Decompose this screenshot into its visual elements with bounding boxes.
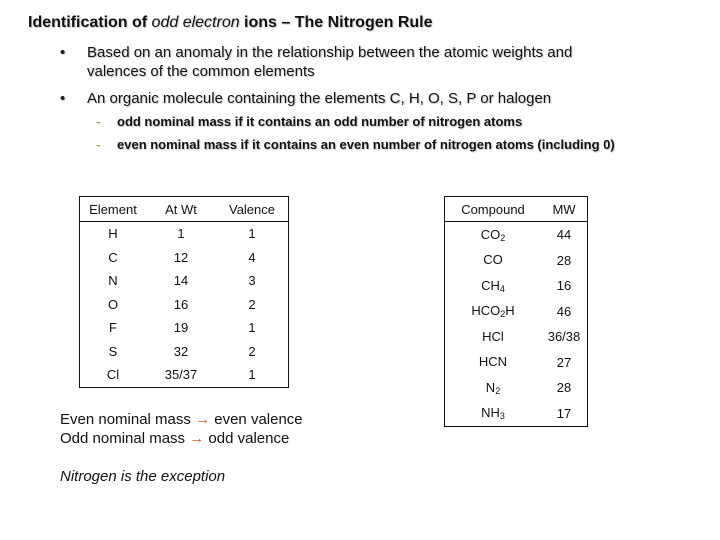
table-row: [80, 340, 289, 364]
formula-subscript: 4: [499, 283, 505, 294]
table-row: [445, 299, 588, 325]
table-cell: 35/37: [146, 363, 216, 387]
formula-part: HCO: [471, 303, 501, 319]
compound-formula: [445, 222, 542, 248]
molecular-weight: 36/38: [541, 324, 588, 350]
note-exception: Nitrogen is the exception: [60, 468, 226, 485]
table-cell: 1: [216, 222, 289, 246]
formula-subscript: 2: [500, 309, 506, 320]
table-row: [445, 222, 588, 248]
compound-formula: [445, 248, 542, 274]
table-row: [445, 248, 588, 274]
table-cell: N: [80, 269, 147, 293]
compound-formula: [445, 273, 542, 299]
table-row: [80, 269, 289, 293]
table-cell: 2: [216, 340, 289, 364]
compound-formula: [445, 401, 542, 427]
table-cell: F: [80, 316, 147, 340]
right-arrow-icon: →: [195, 411, 211, 428]
molecular-weight: 28: [541, 248, 588, 274]
table-cell: C: [80, 246, 147, 270]
table-cell: 1: [177, 226, 185, 242]
compound-formula: [445, 350, 542, 376]
table-cell: O: [80, 293, 147, 317]
formula-part: NH: [481, 405, 500, 421]
table-cell: 1: [216, 363, 289, 387]
table-cell: 4: [216, 246, 289, 270]
formula-subscript: 3: [499, 411, 505, 422]
bullet-marker: •: [60, 90, 66, 107]
column-header: MW: [541, 197, 588, 222]
note-odd-mass: [60, 430, 289, 447]
table-cell: 3: [216, 269, 289, 293]
slide-title: [28, 14, 433, 32]
table-header-row: [445, 197, 588, 222]
formula-part: CO: [480, 226, 501, 242]
compound-formula: [445, 299, 542, 325]
table-row: [445, 401, 588, 427]
table-cell: 14: [173, 273, 189, 289]
note-left: Odd nominal mass: [60, 430, 186, 447]
title-italic: odd electron: [151, 14, 240, 31]
sub-bullet-marker: -: [96, 137, 101, 152]
compound-formula: [445, 375, 542, 401]
table-row: [80, 222, 289, 246]
table-cell: H: [80, 222, 147, 246]
formula-part: HCl: [482, 328, 504, 344]
table-row: [445, 375, 588, 401]
element-table: [79, 196, 289, 388]
sub-bullet-marker: -: [96, 114, 101, 129]
note-even-mass: [60, 411, 303, 428]
formula-part: HCN: [478, 354, 508, 370]
table-cell: 32: [173, 343, 189, 359]
note-left: Even nominal mass: [60, 411, 191, 428]
sub-bullet-text: even nominal mass if it contains an even number of nitrogen atoms (including 0): [117, 137, 615, 152]
molecular-weight: 46: [541, 299, 588, 325]
right-arrow-icon: →: [189, 430, 205, 447]
table-row: [80, 316, 289, 340]
molecular-weight: 28: [541, 375, 588, 401]
bullet-line: Based on an anomaly in the relationship between the atomic weights and: [87, 44, 573, 61]
column-header: At Wt: [146, 197, 216, 222]
molecular-weight: 27: [541, 350, 588, 376]
table-cell: 12: [173, 249, 189, 265]
compound-table: [444, 196, 588, 427]
table-row: [445, 350, 588, 376]
formula-part: CO: [483, 252, 503, 268]
bullet-marker: •: [60, 44, 66, 61]
column-header: Compound: [445, 197, 542, 222]
table-row: [445, 324, 588, 350]
bullet-line: valences of the common elements: [87, 63, 315, 80]
column-header: Element: [80, 197, 147, 222]
sub-bullet-text: odd nominal mass if it contains an odd number of nitrogen atoms: [117, 114, 523, 129]
table-cell: Cl: [80, 363, 147, 387]
bullet-text: [87, 43, 572, 81]
table-row: [80, 246, 289, 270]
note-right: even valence: [214, 411, 303, 428]
compound-formula: [445, 324, 542, 350]
formula-subscript: 2: [495, 385, 501, 396]
title-prefix: Identification of: [28, 14, 152, 31]
table-header-row: [80, 197, 289, 222]
molecular-weight: 17: [541, 401, 588, 427]
column-header: Valence: [216, 197, 289, 222]
bullet-text: An organic molecule containing the elements C, H, O, S, P or halogen: [87, 90, 552, 107]
formula-part: H: [505, 303, 515, 319]
table-row: [80, 363, 289, 387]
note-right: odd valence: [208, 430, 290, 447]
table-cell: 19: [173, 320, 189, 336]
table-row: [445, 273, 588, 299]
table-cell: 1: [216, 316, 289, 340]
formula-part: CH: [481, 277, 500, 293]
table-row: [80, 293, 289, 317]
title-suffix: ions – The Nitrogen Rule: [239, 14, 433, 31]
formula-part: N: [485, 379, 496, 395]
table-cell: 16: [173, 296, 189, 312]
formula-subscript: 2: [500, 232, 506, 243]
table-cell: S: [80, 340, 147, 364]
molecular-weight: 44: [541, 222, 588, 248]
table-cell: 2: [216, 293, 289, 317]
molecular-weight: 16: [541, 273, 588, 299]
